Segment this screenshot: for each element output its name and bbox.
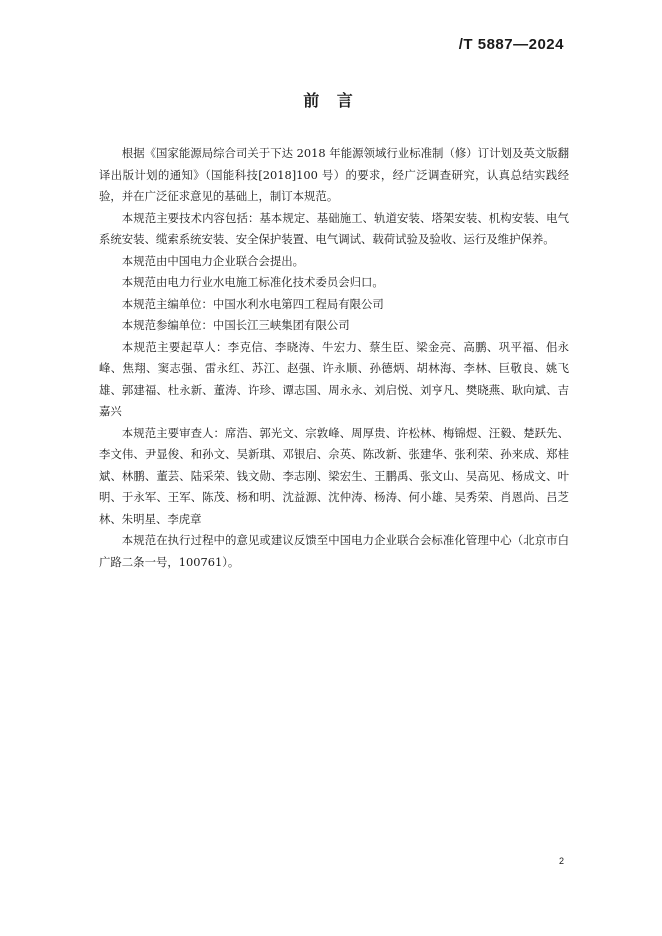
- page-title: 前 言: [303, 91, 359, 110]
- paragraph-reviewers: 本规范主要审查人：席浩、郭光文、宗敦峰、周厚贵、许松林、梅锦煜、汪毅、楚跃先、李文伟、尹显俊、和孙文、吴新琪、邓银启、佘英、陈改新、张建华、张利荣、孙来成、郑桂斌、林鹏、董芸、陆采荣、钱文勋、李志刚、梁宏生、王鹏禹、张文山、吴高见、杨成文、叶明、于永军、王军、陈茂、杨和明、沈益源、沈仲涛、杨涛、何小雄、吴秀荣、肖恩尚、吕芝林、朱明星、李虎章: [99, 425, 569, 526]
- paragraph-feedback: 本规范在执行过程中的意见或建议反馈至中国电力企业联合会标准化管理中心（北京市白广路二条一号，100761）。: [99, 533, 569, 569]
- paragraph-drafters: 本规范主要起草人：李克信、李晓涛、牛宏力、蔡生臣、梁金亮、高鹏、巩平福、佀永峰、焦翔、窦志强、雷永红、苏江、赵强、许永顺、孙德炳、胡林海、李林、巨敬良、姚飞雄、郭建福、杜永新、董涛、许珍、谭志国、周永永、刘启悦、刘亨凡、樊晓燕、耿向斌、吉嘉兴: [99, 339, 569, 418]
- paragraph-participating-unit: 本规范参编单位：中国长江三峡集团有限公司: [121, 318, 350, 332]
- standard-number: /T 5887—2024: [458, 36, 564, 53]
- paragraph-administered-by: 本规范由电力行业水电施工标准化技术委员会归口。: [121, 275, 384, 289]
- foreword-body: [99, 143, 569, 573]
- paragraph-proposed-by: 本规范由中国电力企业联合会提出。: [121, 253, 305, 268]
- paragraph-chief-editor-unit: 本规范主编单位：中国水利水电第四工程局有限公司: [121, 296, 384, 311]
- paragraph-basis: 根据《国家能源局综合司关于下达 2018 年能源领域行业标准制（修）订计划及英文版翻译出版计划的通知》（国能科技[2018]100 号）的要求，经广泛调查研究，认真总结实践经验，并在广泛征求意见的基础上，制订本规范。: [99, 146, 569, 203]
- paragraph-technical-content: 本规范主要技术内容包括：基本规定、基础施工、轨道安装、塔架安装、机构安装、电气系统安装、缆索系统安装、安全保护装置、电气调试、载荷试验及验收、运行及维护保养。: [99, 210, 569, 246]
- page-number: 2: [558, 856, 564, 866]
